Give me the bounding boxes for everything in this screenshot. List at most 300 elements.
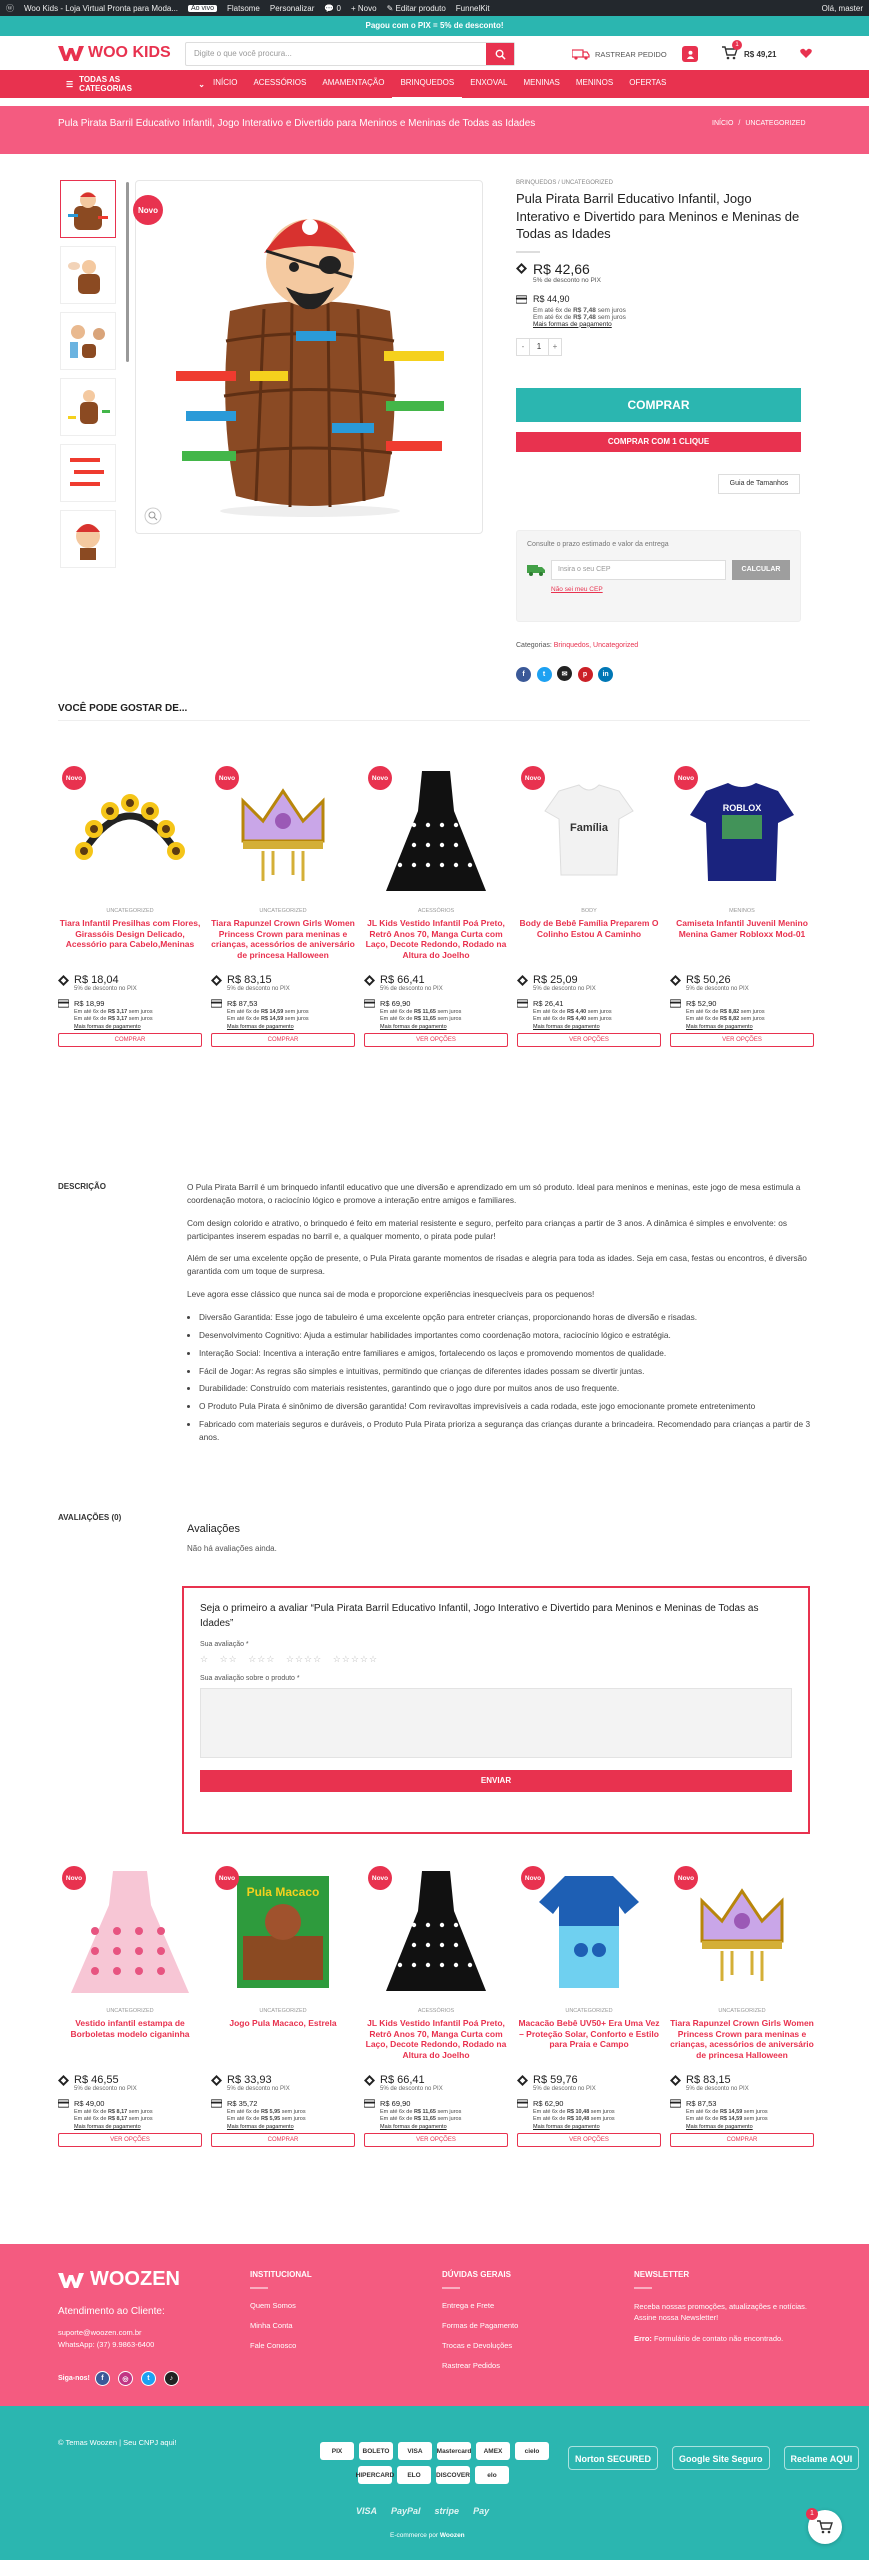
all-categories-label: TODAS AS CATEGORIAS	[79, 75, 132, 93]
admin-edit-link[interactable]: ✎ Editar produto	[386, 3, 446, 13]
track-order-link[interactable]	[572, 49, 667, 60]
payment-logo: AMEX	[476, 2442, 510, 2460]
credit-card-icon	[58, 998, 69, 1009]
doubts-links	[442, 2301, 612, 2370]
product-card-pix-price	[364, 974, 508, 986]
facebook-icon[interactable]: f	[516, 667, 531, 682]
facebook-icon[interactable]: f	[95, 2371, 110, 2386]
reviews-title: Avaliações	[187, 1523, 240, 1535]
inst-pre: Em até 6x de	[74, 1016, 108, 1023]
credit-card-icon	[516, 294, 527, 305]
pix-price-value: R$ 50,26	[686, 974, 731, 986]
logo-text: WOO KIDS	[88, 44, 171, 61]
quantity-stepper	[516, 338, 562, 356]
more-products	[58, 1856, 818, 2147]
card-price-value: R$ 52,90	[686, 999, 717, 1008]
card-price-value: R$ 35,72	[227, 2099, 258, 2108]
product-card-action-button[interactable]: VER OPÇÕES	[517, 2133, 661, 2147]
product-card-name[interactable]: Body de Bebê Família Preparem O Colinho Estou A Caminho	[519, 918, 659, 939]
star-rating[interactable]: ☆ ☆☆ ☆☆☆ ☆☆☆☆ ☆☆☆☆☆	[200, 1654, 379, 1664]
payment-logo: HIPERCARD	[358, 2466, 392, 2484]
card-price-value: R$ 49,00	[74, 2099, 105, 2108]
product-card-category: UNCATEGORIZED	[106, 908, 154, 914]
pix-discount-note: 5% de desconto no PIX	[533, 986, 596, 992]
product-card-name[interactable]: JL Kids Vestido Infantil Poá Preto, Retrô Anos 70, Manga Curta com Laço, Decote Redondo, Rodado na Altura do Joelho	[365, 918, 507, 960]
installments-1	[227, 2109, 355, 2116]
swords-image	[66, 450, 110, 496]
inst-post: sem juros	[280, 2109, 306, 2115]
email-icon[interactable]: ✉	[557, 666, 572, 681]
breadcrumb-category[interactable]: UNCATEGORIZED	[745, 120, 806, 127]
more-payments-link[interactable]: Mais formas de pagamento	[533, 2123, 600, 2130]
track-order-label: RASTREAR PEDIDO	[595, 50, 667, 59]
inst-value: R$ 5,95	[260, 2109, 281, 2115]
hamburger-icon: ☰	[66, 79, 74, 89]
product-card[interactable]	[58, 756, 202, 1047]
product-card-name[interactable]: Tiara Rapunzel Crown Girls Women Princess Crown para meninas e crianças, acessórios de aniversário de princesa Halloween	[211, 918, 355, 960]
related-products	[58, 756, 818, 1047]
inst-value: R$ 5,95	[260, 2116, 281, 2123]
qty-minus-button[interactable]: -	[521, 341, 525, 351]
inst-value: R$ 14,59	[719, 2109, 743, 2115]
admin-customize-link[interactable]: Personalizar	[269, 3, 315, 13]
search-form	[185, 42, 515, 66]
more-payments-link[interactable]: Mais formas de pagamento	[74, 2123, 141, 2130]
footer-link[interactable]: Quem Somos	[250, 2301, 296, 2310]
more-payments-link[interactable]: Mais formas de pagamento	[380, 2123, 447, 2130]
inst-value: R$ 8,17	[107, 2116, 128, 2123]
product-card[interactable]	[211, 1856, 355, 2147]
pix-price	[516, 261, 801, 277]
newsletter-error	[634, 2334, 812, 2343]
reviews-tab[interactable]: AVALIAÇÕES (0)	[58, 1513, 122, 1522]
cart-link[interactable]	[722, 42, 777, 62]
related-divider	[58, 720, 810, 721]
footer-link[interactable]: Fale Conosco	[250, 2341, 297, 2350]
footer-title-rule	[634, 2287, 652, 2289]
inst-post: sem juros	[435, 2109, 462, 2115]
instagram-icon[interactable]: ◎	[118, 2371, 133, 2386]
inst-post: sem juros	[586, 1009, 612, 1015]
page-title: Pula Pirata Barril Educativo Infantil, Jogo Interativo e Divertido para Meninos e Meninas de Todas as Idades	[58, 118, 536, 129]
card-price-value: R$ 69,90	[380, 2099, 411, 2108]
nav-item[interactable]: ENXOVAL	[470, 78, 508, 87]
pix-discount-note: 5% de desconto no PIX	[533, 276, 601, 284]
more-payments-link[interactable]: Mais formas de pagamento	[686, 1023, 753, 1030]
pix-icon	[364, 975, 375, 986]
admin-flatsome-link[interactable]: Flatsome	[226, 3, 260, 13]
woozen-logo-icon	[58, 2271, 84, 2289]
card-price-value: R$ 87,53	[686, 2099, 717, 2108]
inst-value: R$ 10,48	[566, 2116, 590, 2123]
qty-input[interactable]: 1	[529, 339, 549, 355]
zoom-icon[interactable]	[144, 507, 162, 525]
inst-pre: Em até 6x de	[74, 1009, 108, 1015]
nav-item[interactable]: MENINOS	[575, 78, 614, 87]
admin-bar	[0, 0, 869, 16]
product-card-pix-price	[364, 2074, 508, 2086]
copyright: © Temas Woozen | Seu CNPJ aqui!	[58, 2438, 177, 2447]
product-card-image[interactable]	[364, 756, 508, 906]
product-card-category: UNCATEGORIZED	[259, 908, 307, 914]
inst-pre: Em até 6x de	[227, 1016, 261, 1023]
nav-item[interactable]: INÍCIO	[213, 78, 238, 87]
inst-value: R$ 3,17	[107, 1016, 128, 1023]
admin-comments-link[interactable]: 💬 0	[324, 3, 341, 13]
pix-price-value: R$ 66,41	[380, 974, 425, 986]
pirate-parts-image	[66, 384, 110, 430]
installments-1	[380, 2109, 508, 2116]
inst-value: R$ 11,65	[413, 1009, 436, 1015]
new-badge: Novo	[674, 766, 698, 790]
admin-site-link[interactable]: Woo Kids - Loja Virtual Pronta para Moda...	[24, 3, 179, 13]
pirate-barrel-image	[66, 186, 110, 232]
credit-card-icon	[670, 2098, 681, 2109]
payment-methods	[320, 2442, 549, 2460]
inst-pre: Em até 6x de	[74, 2109, 108, 2115]
nav-item[interactable]: AMAMENTAÇÃO	[322, 78, 385, 87]
pirate-play-image	[66, 252, 110, 298]
inst-pre: Em até 6x de	[380, 1016, 414, 1023]
card-price-value: R$ 69,90	[380, 999, 411, 1008]
pix-price-value: R$ 46,55	[74, 2074, 119, 2086]
logo-icon	[58, 44, 84, 62]
product-card-name[interactable]: Jogo Pula Macaco, Estrela	[229, 2018, 337, 2028]
product-card-price	[517, 998, 661, 1009]
pix-icon	[364, 2075, 375, 2086]
product-card-category: MENINOS	[729, 908, 755, 914]
doubts-title: DÚVIDAS GERAIS	[442, 2270, 511, 2279]
new-badge: Novo	[521, 766, 545, 790]
pix-price-value: R$ 18,04	[74, 974, 119, 986]
description-content	[187, 1181, 812, 1449]
pix-icon	[58, 2075, 69, 2086]
inst-post: sem juros	[595, 313, 626, 321]
installments-1	[227, 1009, 355, 1016]
product-card-pix-price	[58, 2074, 202, 2086]
pix-price-value: R$ 33,93	[227, 2074, 272, 2086]
product-card-image[interactable]	[364, 1856, 508, 2006]
payment-logo: ELO	[397, 2466, 431, 2484]
payment-logo: BOLETO	[359, 2442, 393, 2460]
installments-1	[380, 1009, 508, 1016]
inst-value: R$ 8,17	[107, 2109, 128, 2115]
nav-item[interactable]: BRINQUEDOS	[392, 69, 462, 99]
tiktok-icon[interactable]: ♪	[164, 2371, 179, 2386]
all-categories-menu[interactable]	[0, 75, 205, 93]
payment-brand: PayPal	[391, 2506, 421, 2516]
thumbnail[interactable]	[60, 444, 116, 502]
product-card-pix-price	[211, 974, 355, 986]
inst-value: R$ 4,40	[566, 1016, 587, 1023]
thumbnail[interactable]	[60, 378, 116, 436]
nav-item[interactable]: OFERTAS	[629, 78, 667, 87]
product-card-name[interactable]: Camiseta Infantil Juvenil Menino Menina Gamer Robloxx Mod-01	[676, 918, 808, 939]
buy-button[interactable]: COMPRAR	[516, 388, 801, 422]
comments-count: 0	[336, 3, 341, 13]
installments-1	[686, 2109, 814, 2116]
footer-logo[interactable]	[58, 2268, 180, 2291]
thumbnail-scrollbar[interactable]	[126, 182, 129, 362]
inst-post: sem juros	[589, 2116, 615, 2123]
footer-newsletter	[634, 2270, 812, 2343]
product-card-price	[211, 998, 355, 1009]
product-card[interactable]	[211, 756, 355, 1047]
credit-card-icon	[58, 2098, 69, 2109]
installments-1	[533, 2109, 661, 2116]
inst-pre: Em até 6x de	[686, 1016, 720, 1023]
floating-cart-button[interactable]	[808, 2510, 842, 2544]
product-card-price	[670, 2098, 814, 2109]
qty-plus-button[interactable]: +	[552, 341, 558, 351]
newsletter-text: Receba nossas promoções, atualizações e notícias. Assine nossa Newsletter!	[634, 2302, 808, 2323]
credit-brand[interactable]: Woozen	[439, 2532, 465, 2539]
pirate-closeup-image	[66, 516, 110, 562]
more-payments-link[interactable]: Mais formas de pagamento	[227, 2123, 294, 2130]
wishlist-icon[interactable]	[800, 48, 812, 61]
breadcrumb-home[interactable]: INÍCIO	[712, 120, 734, 127]
nav-item[interactable]: MENINAS	[523, 78, 560, 87]
search-button[interactable]	[486, 43, 514, 65]
admin-greeting[interactable]: Olá, master	[821, 3, 863, 13]
description-bullet: • Diversão Garantida: Esse jogo de tabuleiro é uma excelente opção para entreter crianças, proporcionando horas de diversão e risadas.	[199, 1311, 812, 1324]
size-guide-button[interactable]: Guia de Tamanhos	[718, 474, 800, 494]
credit-card-icon	[670, 998, 681, 1009]
product-card-action-button[interactable]: VER OPÇÕES	[670, 1033, 814, 1047]
user-icon	[686, 50, 695, 59]
product-card-image[interactable]	[517, 1856, 661, 2006]
footer-link[interactable]: Minha Conta	[250, 2321, 293, 2330]
credit-card-icon	[211, 998, 222, 1009]
account-button[interactable]	[682, 46, 698, 62]
rating-label: Sua avaliação *	[200, 1641, 249, 1648]
inst-post: sem juros	[435, 1009, 462, 1015]
inst-post: sem juros	[742, 2116, 768, 2123]
main-product-image[interactable]	[135, 180, 483, 534]
installments-1	[686, 1009, 814, 1016]
product-card[interactable]	[517, 756, 661, 1047]
error-label: Erro:	[634, 2333, 652, 2343]
new-badge: Novo	[62, 766, 86, 790]
product-card-name[interactable]: Macacão Bebê UV50+ Era Uma Vez – Proteção Solar, Conforto e Estilo para Praia e Campo	[518, 2018, 660, 2050]
more-payments-link[interactable]: Mais formas de pagamento	[74, 1023, 141, 1030]
description-paragraph: Leve agora esse clássico que nunca sai de moda e proporcione experiências inesquecíveis para os pequenos!	[187, 1289, 595, 1300]
pix-price-value: R$ 83,15	[227, 974, 272, 986]
more-payments-link[interactable]: Mais formas de pagamento	[533, 320, 612, 328]
product-card-category: UNCATEGORIZED	[718, 2008, 766, 2014]
pix-price-value: R$ 66,41	[380, 2074, 425, 2086]
description-tab[interactable]: DESCRIÇÃO	[58, 1182, 107, 1191]
cart-total: R$ 49,21	[744, 49, 777, 59]
installments-1	[533, 1009, 661, 1016]
inst-pre: Em até 6x de	[533, 1016, 567, 1023]
thumbnail[interactable]	[60, 246, 116, 304]
customer-service-title: Atendimento ao Cliente:	[58, 2306, 165, 2317]
product-card-image[interactable]	[58, 756, 202, 906]
more-payments-link[interactable]: Mais formas de pagamento	[227, 1023, 294, 1030]
inst-post: sem juros	[435, 2116, 462, 2123]
product-card-name[interactable]: Tiara Rapunzel Crown Girls Women Princess Crown para meninas e crianças, acessórios de aniversário de princesa Halloween	[670, 2018, 814, 2060]
more-payments-link[interactable]: Mais formas de pagamento	[533, 1023, 600, 1030]
inst-value: R$ 8,82	[719, 1016, 740, 1023]
footer-link[interactable]: Entrega e Frete	[442, 2301, 495, 2310]
footer-link[interactable]: Trocas e Devoluções	[442, 2341, 513, 2350]
review-form-title: Seja o primeiro a avaliar “Pula Pirata Barril Educativo Infantil, Jogo Interativo e Divertido para Meninos e Meninas de Todas as Idades”	[200, 1603, 759, 1629]
product-card-action-button[interactable]: COMPRAR	[670, 2133, 814, 2147]
product-card-price	[364, 2098, 508, 2109]
new-badge: Novo	[368, 766, 392, 790]
footer-title-rule	[442, 2287, 460, 2289]
footer-link[interactable]: Rastrear Pedidos	[442, 2361, 500, 2370]
pix-icon	[211, 2075, 222, 2086]
product-card-action-button[interactable]: VER OPÇÕES	[364, 1033, 508, 1047]
one-click-buy-button[interactable]: COMPRAR COM 1 CLIQUE	[516, 432, 801, 452]
product-card[interactable]	[364, 756, 508, 1047]
no-reviews-note: Não há avaliações ainda.	[187, 1544, 277, 1553]
inst-value: R$ 8,82	[719, 1009, 740, 1015]
product-card-price	[517, 2098, 661, 2109]
product-card-category: BODY	[581, 908, 597, 914]
product-card-image[interactable]	[517, 756, 661, 906]
payment-logo: Mastercard	[437, 2442, 471, 2460]
payment-brand: VISA	[356, 2506, 378, 2516]
product-card[interactable]	[670, 756, 814, 1047]
credit-text: E-commerce por	[390, 2532, 440, 2539]
pix-discount-note: 5% de desconto no PIX	[74, 986, 137, 992]
description-paragraph: Além de ser uma excelente opção de presente, o Pula Pirata garante momentos de risadas e alegria para toda as idades. Seja em casa, festas ou encontros, é diversão garantida com um toque de surpresa.	[187, 1253, 807, 1277]
more-payments-link[interactable]: Mais formas de pagamento	[380, 1023, 447, 1030]
product-card-price	[670, 998, 814, 1009]
admin-new-link[interactable]: + Novo	[351, 3, 377, 13]
description-bullet: • Fácil de Jogar: As regras são simples e intuitivas, permitindo que crianças de diferentes idades possam se divertir juntas.	[199, 1365, 812, 1378]
admin-funnelkit-link[interactable]: FunnelKit	[455, 3, 490, 13]
inst-value: R$ 14,59	[260, 1009, 284, 1015]
review-form	[182, 1586, 810, 1834]
pix-price-value: R$ 59,76	[533, 2074, 578, 2086]
installments-2	[686, 2116, 814, 2123]
inst-post: sem juros	[435, 1016, 462, 1023]
product-card-price	[58, 2098, 202, 2109]
unknown-cep-link[interactable]: Não sei meu CEP	[551, 586, 603, 593]
product-card[interactable]	[670, 1856, 814, 2147]
inst-post: sem juros	[127, 2116, 153, 2123]
shipping-truck-icon	[527, 564, 545, 576]
product-categories	[516, 642, 638, 649]
footer-link[interactable]: Formas de Pagamento	[442, 2321, 519, 2330]
product-card-price	[364, 998, 508, 1009]
card-price	[516, 294, 801, 305]
inst-value: R$ 14,59	[719, 2116, 743, 2123]
credit-card-icon	[364, 998, 375, 1009]
product-title: Pula Pirata Barril Educativo Infantil, Jogo Interativo e Divertido para Meninos e Meninas de Todas as Idades	[516, 191, 800, 242]
product-card[interactable]	[517, 1856, 661, 2147]
footer-doubts	[442, 2270, 612, 2381]
pix-icon	[670, 2075, 681, 2086]
footer-whatsapp[interactable]: WhatsApp: (37) 9.9863-6400	[58, 2340, 155, 2349]
product-card-image[interactable]	[670, 1856, 814, 2006]
installments-2	[74, 1016, 202, 1023]
pinterest-icon[interactable]: p	[578, 667, 593, 682]
categories-links[interactable]: Brinquedos, Uncategorized	[553, 642, 639, 649]
pix-price-value: R$ 42,66	[533, 260, 590, 277]
product-card-name[interactable]: Vestido infantil estampa de Borboletas modelo ciganinha	[70, 2018, 190, 2039]
product-card[interactable]	[58, 1856, 202, 2147]
search-icon	[495, 49, 506, 60]
new-badge: Novo	[368, 1866, 392, 1890]
inst-pre: Em até 6x de	[533, 306, 574, 314]
product-card-image[interactable]	[211, 1856, 355, 2006]
product-card-image[interactable]	[670, 756, 814, 906]
product-card-price	[58, 998, 202, 1009]
product-card-action-button[interactable]: VER OPÇÕES	[364, 2133, 508, 2147]
product-card-name[interactable]: Tiara Infantil Presilhas com Flores, Girassóis Design Delicado, Acessório para Cabelo,Meninas	[59, 918, 201, 950]
twitter-icon[interactable]: t	[537, 667, 552, 682]
social-links	[58, 2371, 182, 2386]
payment-brands	[356, 2506, 489, 2516]
calculate-shipping-button[interactable]: CALCULAR	[732, 560, 790, 580]
product-card-image[interactable]	[58, 1856, 202, 2006]
payment-logo: DISCOVER	[436, 2466, 470, 2484]
site-logo[interactable]	[58, 44, 171, 62]
product-categories-breadcrumb: BRINQUEDOS / UNCATEGORIZED	[516, 180, 613, 186]
inst-pre: Em até 6x de	[227, 2109, 261, 2115]
product-card-action-button[interactable]: COMPRAR	[211, 2133, 355, 2147]
card-price-value: R$ 44,90	[533, 294, 570, 305]
nav-item[interactable]: ACESSÓRIOS	[253, 78, 307, 87]
product-card-pix-price	[670, 2074, 814, 2086]
inst-post: sem juros	[283, 1016, 309, 1023]
inst-post: sem juros	[739, 1009, 765, 1015]
wordpress-icon[interactable]: ⓦ	[6, 3, 14, 13]
svg-text:ROBLOX: ROBLOX	[722, 803, 762, 813]
product-card-price	[211, 2098, 355, 2109]
thumbnail[interactable]	[60, 180, 116, 238]
product-card-action-button[interactable]: COMPRAR	[58, 1033, 202, 1047]
inst-post: sem juros	[586, 1016, 612, 1023]
thumbnail[interactable]	[60, 510, 116, 568]
product-card-image[interactable]	[211, 756, 355, 906]
product-card-action-button[interactable]: VER OPÇÕES	[517, 1033, 661, 1047]
institutional-links	[250, 2301, 420, 2350]
security-seal: Google Site Seguro	[672, 2446, 770, 2470]
search-input[interactable]: Digite o que você procura...	[194, 49, 292, 58]
twitter-icon[interactable]: t	[141, 2371, 156, 2386]
product-card-name[interactable]: JL Kids Vestido Infantil Poá Preto, Retrô Anos 70, Manga Curta com Laço, Decote Redondo, Rodado na Altura do Joelho	[365, 2018, 507, 2060]
promo-bar: Pagou com o PIX = 5% de desconto!	[0, 16, 869, 36]
inst-pre: Em até 6x de	[533, 1009, 567, 1015]
submit-review-button[interactable]: ENVIAR	[200, 1770, 792, 1792]
linkedin-icon[interactable]: in	[598, 667, 613, 682]
review-textarea[interactable]	[200, 1688, 792, 1758]
inst-post: sem juros	[127, 1016, 153, 1023]
installments-2	[227, 2116, 355, 2123]
footer-title-rule	[250, 2287, 268, 2289]
inst-post: sem juros	[742, 2109, 768, 2115]
product-card[interactable]	[364, 1856, 508, 2147]
product-card-action-button[interactable]: VER OPÇÕES	[58, 2133, 202, 2147]
cep-input[interactable]: Insira o seu CEP	[551, 560, 726, 580]
pix-discount-note: 5% de desconto no PIX	[686, 986, 749, 992]
product-card-category: UNCATEGORIZED	[565, 2008, 613, 2014]
payment-logo: elo	[475, 2466, 509, 2484]
more-payments-link[interactable]: Mais formas de pagamento	[686, 2123, 753, 2130]
pix-discount-note: 5% de desconto no PIX	[380, 2086, 443, 2092]
footer-email[interactable]: suporte@woozen.com.br	[58, 2328, 142, 2337]
product-card-action-button[interactable]: COMPRAR	[211, 1033, 355, 1047]
kids-playing-image	[66, 318, 110, 364]
credit-line	[390, 2532, 465, 2539]
thumbnail[interactable]	[60, 312, 116, 370]
